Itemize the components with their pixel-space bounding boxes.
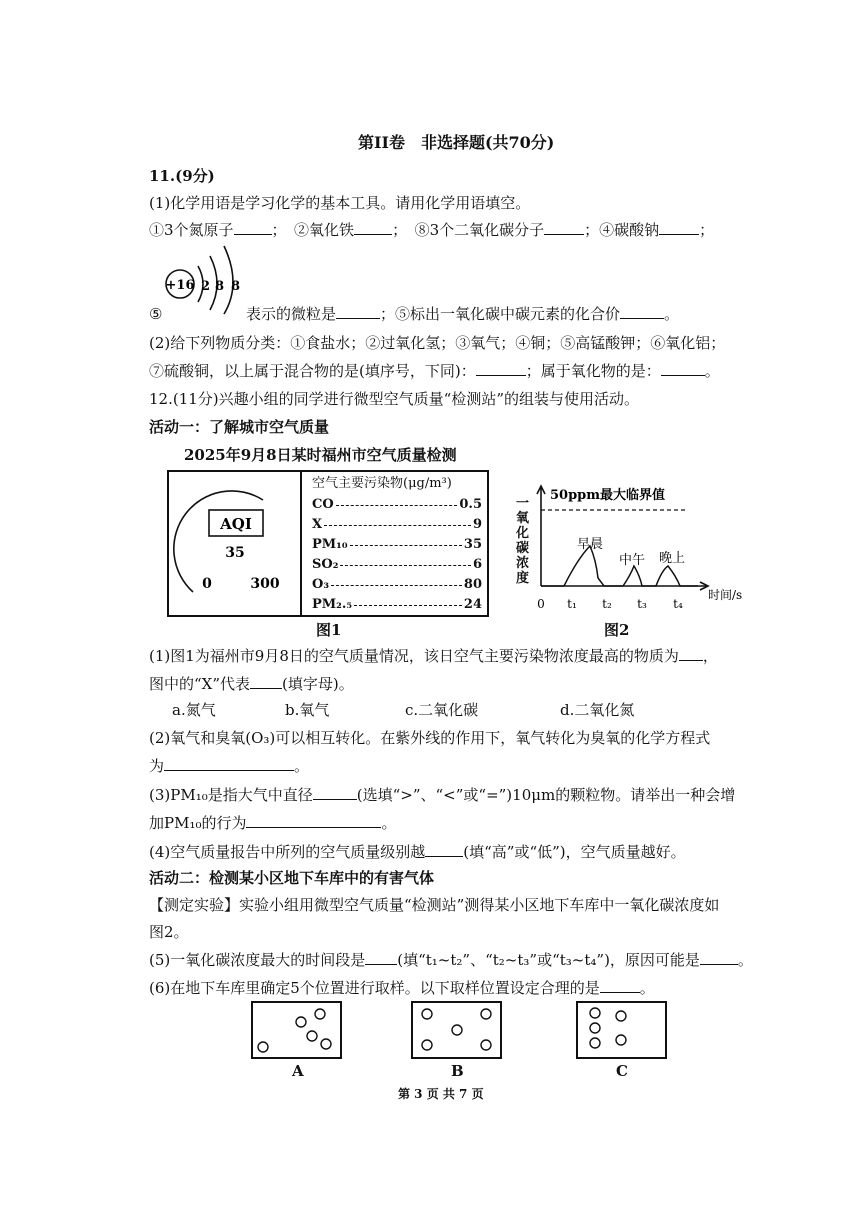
sample-point xyxy=(452,1025,462,1035)
x-origin-label: 0 xyxy=(537,597,545,611)
q11-part1-intro: (1)化学用语是学习化学的基本工具。请用化学用语填空。 xyxy=(149,194,531,212)
answer-blank[interactable] xyxy=(365,950,397,965)
shell-electrons-2: 8 xyxy=(215,279,225,294)
sample-point xyxy=(481,1040,491,1050)
fig1-caption: 图1 xyxy=(316,621,342,639)
sampling-layout-c xyxy=(575,1000,670,1062)
q12-2b-text-end: 。 xyxy=(294,757,310,775)
leader-line xyxy=(331,585,462,586)
answer-blank[interactable] xyxy=(336,304,380,319)
sample-point xyxy=(307,1031,317,1041)
peak-label-noon: 中午 xyxy=(618,553,646,568)
q11-l5-text-a: 表示的微粒是 xyxy=(246,305,337,323)
q12-experiment-line1: 【测定实验】实验小组用微型空气质量“检测站”测得某小区地下车库中一氧化碳浓度如 xyxy=(149,896,720,914)
q12-3-line1 xyxy=(149,785,735,805)
sample-point xyxy=(590,1023,600,1033)
sampling-label-b: B xyxy=(451,1062,464,1080)
q12-2-line2 xyxy=(149,756,309,776)
atom-structure-diagram xyxy=(160,242,255,314)
leader-line xyxy=(324,525,471,526)
co-concentration-chart xyxy=(508,480,743,620)
pollutant-value: 6 xyxy=(472,556,482,572)
option-d[interactable]: d.二氧化氮 xyxy=(560,701,635,719)
sample-point xyxy=(481,1009,491,1019)
nucleus-charge: +16 xyxy=(165,278,195,293)
q12-5-line xyxy=(149,950,753,970)
x-axis-label: 时间/s xyxy=(708,588,743,602)
answer-blank[interactable] xyxy=(476,361,526,376)
q11-l5-text-b: ；⑤标出一氧化碳中碳元素的化合价 xyxy=(380,305,621,323)
pollutant-row xyxy=(312,534,482,554)
pollutant-row xyxy=(312,554,482,574)
q12-3-text-mid: (选填“>”、“<”或“=”)10μm的颗粒物。请举出一种会增 xyxy=(356,786,736,804)
q12-1-line1 xyxy=(149,646,718,666)
sample-point xyxy=(321,1039,331,1049)
option-c[interactable]: c.二氧化碳 xyxy=(405,701,479,719)
answer-blank[interactable] xyxy=(313,785,357,800)
answer-blank[interactable] xyxy=(250,674,282,689)
sample-point xyxy=(616,1035,626,1045)
answer-blank[interactable] xyxy=(620,304,664,319)
q12-1-text-end: ， xyxy=(702,647,718,665)
q11-item-1: ①3个氮原子 xyxy=(149,221,234,239)
q12-4-text: (4)空气质量报告中所列的空气质量级别越 xyxy=(149,843,426,861)
q11-p2-text-c: ；属于氧化物的是： xyxy=(525,362,661,380)
pollutant-value: 9 xyxy=(472,516,482,532)
threshold-label: 50ppm最大临界值 xyxy=(550,488,666,503)
q12-experiment-line2: 图2。 xyxy=(149,923,189,941)
q12-heading: 12.(11分)兴趣小组的同学进行微型空气质量“检测站”的组装与使用活动。 xyxy=(149,390,639,408)
leader-line xyxy=(340,565,471,566)
q12-3b-text-end: 。 xyxy=(381,814,397,832)
sampling-label-a: A xyxy=(292,1062,304,1080)
q12-5-text-mid: (填“t₁~t₂”、“t₂~t₃”或“t₃~t₄”)，原因可能是 xyxy=(397,951,700,969)
aqi-label: AQI xyxy=(220,515,252,533)
q12-3b-text: 加PM₁₀的行为 xyxy=(149,814,247,832)
q11-part2-line2 xyxy=(149,361,720,381)
q11-circle5: ⑤ xyxy=(149,305,163,323)
answer-blank[interactable] xyxy=(544,220,584,235)
x-tick-label: t₃ xyxy=(637,597,647,611)
answer-blank[interactable] xyxy=(164,756,294,771)
sampling-layout-b xyxy=(410,1000,505,1062)
q12-4-line xyxy=(149,842,686,862)
q12-6-line xyxy=(149,978,655,998)
sample-point xyxy=(616,1011,626,1021)
answer-blank[interactable] xyxy=(425,842,463,857)
aqi-dial-max: 300 xyxy=(250,576,280,592)
pollutant-value: 80 xyxy=(463,576,482,592)
q12-1-text: (1)图1为福州市9月8日的空气质量情况，该日空气主要污染物浓度最高的物质为 xyxy=(149,647,679,665)
sampling-layout-a xyxy=(250,1000,345,1062)
x-tick-label: t₄ xyxy=(673,597,683,611)
sampling-label-c: C xyxy=(616,1062,628,1080)
y-axis-label: 一氧化碳浓度 xyxy=(516,496,530,586)
sample-point xyxy=(422,1040,432,1050)
q12-3-text: (3)PM₁₀是指大气中直径 xyxy=(149,786,313,804)
aqi-value: 35 xyxy=(225,545,245,561)
answer-blank[interactable] xyxy=(600,978,640,993)
q12-6-text: (6)在地下车库里确定5个位置进行取样。以下取样位置设定合理的是 xyxy=(149,979,600,997)
peak-label-evening: 晚上 xyxy=(658,551,686,566)
option-b[interactable]: b.氧气 xyxy=(285,701,330,719)
q12-3-line2 xyxy=(149,813,397,833)
q11-p2-text-b: ⑦硫酸铜，以上属于混合物的是(填序号，下同)： xyxy=(149,362,476,380)
activity-2-title: 活动二：检测某小区地下车库中的有害气体 xyxy=(149,869,435,887)
pollutant-value: 0.5 xyxy=(459,496,482,512)
q12-5-text-end: 。 xyxy=(737,951,753,969)
q12-2b-text: 为 xyxy=(149,757,165,775)
fig1-title: 2025年9月8日某时福州市空气质量检测 xyxy=(184,446,457,464)
section-title: 第II卷 非选择题(共70分) xyxy=(358,133,555,152)
shell-electrons-3: 8 xyxy=(231,279,241,294)
pollutant-value: 24 xyxy=(463,596,482,612)
pollutant-name: X xyxy=(312,516,323,532)
answer-blank[interactable] xyxy=(234,220,272,235)
answer-blank[interactable] xyxy=(679,646,703,661)
answer-blank[interactable] xyxy=(354,220,392,235)
sample-point xyxy=(296,1017,306,1027)
sample-point xyxy=(258,1042,268,1052)
q12-2-line1: (2)氧气和臭氧(O₃)可以相互转化。在紫外线的作用下，氧气转化为臭氧的化学方程式 xyxy=(149,729,711,747)
pollutant-name: SO₂ xyxy=(312,556,339,572)
page-footer: 第 3 页 共 7 页 xyxy=(398,1087,484,1101)
q11-item-4: ；④碳酸钠 xyxy=(584,221,660,239)
pollutant-value: 35 xyxy=(463,536,482,552)
fig2-caption: 图2 xyxy=(604,621,630,639)
q11-fill-line xyxy=(149,220,714,240)
peak-label-morning: 早晨 xyxy=(576,537,604,552)
answer-blank[interactable] xyxy=(661,361,705,376)
aqi-dial-min: 0 xyxy=(202,576,212,592)
answer-blank[interactable] xyxy=(700,950,738,965)
shell-electrons-1: 2 xyxy=(201,279,211,294)
q12-5-text: (5)一氧化碳浓度最大的时间段是 xyxy=(149,951,366,969)
pollutant-name: PM₂.₅ xyxy=(312,596,353,612)
activity-1-title: 活动一：了解城市空气质量 xyxy=(149,418,330,436)
q11-heading: 11.(9分) xyxy=(149,167,215,185)
q12-1-line2 xyxy=(149,674,354,694)
pollutant-name: CO xyxy=(312,496,334,512)
q12-4-text-end: (填“高”或“低”)，空气质量越好。 xyxy=(463,843,686,861)
pollutant-name: PM₁₀ xyxy=(312,536,348,552)
answer-blank[interactable] xyxy=(659,220,699,235)
q11-item-3: ； ⑧3个二氧化碳分子 xyxy=(392,221,545,239)
pollutant-name: O₃ xyxy=(312,576,330,592)
x-tick-label: t₂ xyxy=(602,597,612,611)
x-tick-label: t₁ xyxy=(567,597,577,611)
pollutant-row xyxy=(312,494,482,514)
sample-point xyxy=(315,1009,325,1019)
sample-point xyxy=(590,1008,600,1018)
q11-p2-text-d: 。 xyxy=(704,362,720,380)
pollutant-row xyxy=(312,574,482,594)
q11-item-5: ； xyxy=(699,221,715,239)
leader-line xyxy=(336,505,458,506)
sample-point xyxy=(590,1038,600,1048)
leader-line xyxy=(350,545,462,546)
answer-blank[interactable] xyxy=(246,813,381,828)
option-a[interactable]: a.氮气 xyxy=(172,701,216,719)
q11-line5 xyxy=(246,304,679,324)
q11-l5-text-c: 。 xyxy=(664,305,680,323)
q11-item-2: ； ②氧化铁 xyxy=(271,221,355,239)
q11-part2-line1: (2)给下列物质分类：①食盐水；②过氧化氢；③氧气；④铜；⑤高锰酸钾；⑥氧化铝； xyxy=(149,334,726,352)
sample-point xyxy=(422,1009,432,1019)
q12-1b-text-end: (填字母)。 xyxy=(282,675,354,693)
pollutant-row xyxy=(312,514,482,534)
q12-6-text-end: 。 xyxy=(639,979,655,997)
leader-line xyxy=(354,605,462,606)
pollutant-list xyxy=(312,494,482,614)
q12-1b-text: 图中的“X”代表 xyxy=(149,675,251,693)
aqi-dial xyxy=(169,472,300,613)
pollutant-header: 空气主要污染物(μg/m³) xyxy=(312,476,452,491)
fig1-divider xyxy=(300,470,302,617)
pollutant-row xyxy=(312,594,482,614)
